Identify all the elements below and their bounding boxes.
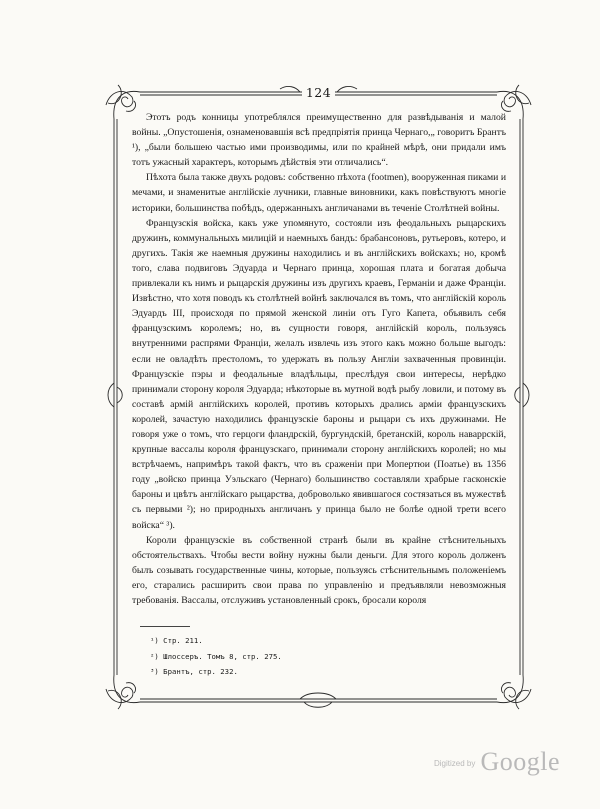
page-number: 124 <box>104 85 533 100</box>
paragraph: Французскія войска, какъ уже упомянуто, состояли изъ феодальныхъ рыцарскихъ дружинъ, коммунальныхъ милицій и наемныхъ бандъ: брабансоновъ, рутьеровъ, котеро, и другихъ. Такія же наемныя дружины находились и въ англійскихъ войскахъ; но, кромѣ того, слава подвиговъ Эдуарда и Чернаго принца, хорошая плата и богатая добыча привлекали къ нимъ и рыцарскія дружины изъ другихъ краевъ, Германіи и даже Франціи. Извѣстно, что хотя поводъ къ столѣтней войнѣ заключался въ томъ, что англійскій король Эдуардъ III, происходя по прямой женской линіи отъ Гуго Капета, объявилъ себя французскимъ королемъ; но, въ сущности говоря, англійскій король, пользуясь внутренними распрями Франціи, желалъ извлечь изъ этого какъ можно больше выгодъ: если не овладѣть престоломъ, то удержать въ пользу Англіи захваченныя провинціи. Французскіе пэры и феодальные владѣльцы, преслѣдуя свои интересы, нерѣдко принимали сторону короля Эдуарда; нѣкоторые въ мутной водѣ рыбу ловили, и потому въ составѣ армій англійскихъ королей, противъ которыхъ дрались арміи французскихъ королей, зачастую находились французскіе бароны и рыцари съ ихъ дружинами. Не говоря уже о томъ, что герцоги фландрскій, бургундскій, бретанскій, король наваррскій, крупные вассалы короля французскаго, принимали сторону англійскихъ королей; но мы встрѣчаемъ, напримѣръ такой фактъ, что въ сраженіи при Мопертюи (Поатье) въ 1356 году „войско принца Уэльскаго (Чернаго) большинство составляли храбрые гасконскіе бароны и цвѣтъ англійскаго рыцарства, доброволько явившагося состязаться въ мужествѣ съ первыми ²); но природныхъ англичанъ у принца было не болѣе одной трети всего войска“ ³). <box>132 217 506 531</box>
footnote-divider <box>140 626 190 627</box>
watermark-prefix: Digitized by <box>434 759 476 768</box>
paragraph: Короли французскіе въ собственной странѣ были въ крайне стѣснительныхъ обстоятельствахъ. Чтобы вести войну нужны были деньги. Для этого король долженъ былъ созывать государственные чины, которые, пользуясь стѣснительнымъ положеніемъ его, старались расширить свои права по управленію и предъявляли невозможныя требованія. Вассалы, отслуживъ установленный срокъ, бросали короля <box>132 534 506 606</box>
paragraph: Этотъ родъ конницы употреблялся преимущественно для развѣдыванія и малой войны. „Опустошенія, ознаменовавшія всѣ предпріятія принца Чернаго,„ говоритъ Брантъ ¹), „были большею частью ими производимы, или по крайней мѣрѣ, они придали имъ тотъ ужасный характеръ, которымъ дѣйствія эти отличались“. <box>132 112 506 169</box>
paragraph: Пѣхота была также двухъ родовъ: собственно пѣхота (footmen), вооруженная пиками и мечами, и знаменитые англійскіе лучники, главные виновники, какъ повѣствуютъ многіе историки, большинства побѣдъ, одержанныхъ англичанами въ теченіе Столѣтней войны. <box>132 172 506 214</box>
footnote: ²) Шлоссеръ. Томъ 8, стр. 275. <box>150 651 282 661</box>
footnote: ¹) Стр. 211. <box>150 636 203 645</box>
digitized-watermark <box>434 747 560 777</box>
footnotes <box>150 633 490 680</box>
watermark-brand: Google <box>480 747 560 776</box>
footnote: ³) Брантъ, стр. 232. <box>150 667 238 676</box>
body-text <box>132 110 506 608</box>
